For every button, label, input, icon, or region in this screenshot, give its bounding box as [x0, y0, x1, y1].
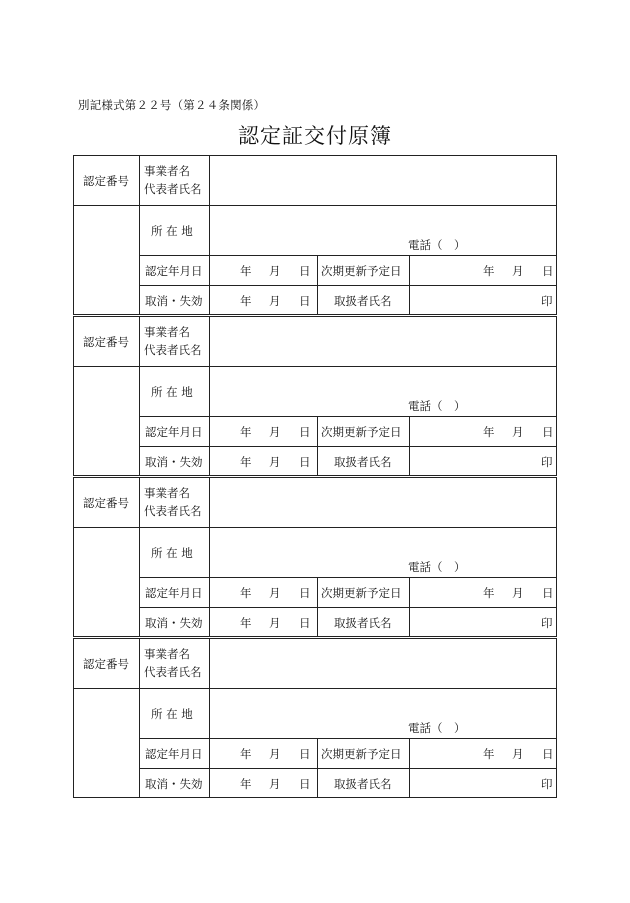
column-divider	[209, 156, 210, 314]
location-field[interactable]	[214, 695, 554, 715]
phone-label: 電話（ ）	[408, 399, 466, 413]
day-unit: 日	[542, 425, 554, 439]
registry-record	[73, 477, 557, 637]
year-unit: 年	[240, 616, 252, 630]
business-name-label: 事業者名	[144, 325, 190, 339]
year-unit: 年	[240, 747, 252, 761]
handler-label: 取扱者氏名	[334, 777, 392, 791]
seal-mark: 印	[541, 455, 553, 469]
year-unit: 年	[240, 425, 252, 439]
column-divider	[139, 317, 140, 475]
next-renewal-label: 次期更新予定日	[321, 586, 402, 600]
representative-label: 代表者氏名	[144, 182, 202, 196]
year-unit: 年	[240, 264, 252, 278]
cancellation-label: 取消・失効	[145, 455, 203, 469]
business-name-field[interactable]	[214, 168, 554, 196]
business-name-field[interactable]	[214, 651, 554, 679]
month-unit: 月	[512, 425, 524, 439]
month-unit: 月	[512, 747, 524, 761]
handler-field[interactable]	[414, 290, 534, 310]
cert-number-field[interactable]	[78, 375, 134, 465]
seal-mark: 印	[541, 777, 553, 791]
form-reference: 別記様式第２２号（第２４条関係）	[78, 98, 266, 112]
column-divider	[209, 639, 210, 797]
cert-date-label: 認定年月日	[145, 425, 203, 439]
location-label: 所 在 地	[151, 385, 193, 399]
row-divider	[139, 285, 556, 286]
registry-record	[73, 155, 557, 315]
year-unit: 年	[483, 747, 495, 761]
column-divider	[409, 577, 410, 636]
seal-mark: 印	[541, 616, 553, 630]
representative-label: 代表者氏名	[144, 343, 202, 357]
cert-number-label: 認定番号	[83, 496, 129, 510]
row-divider	[74, 205, 556, 206]
column-divider	[409, 255, 410, 314]
month-unit: 月	[269, 747, 281, 761]
day-unit: 日	[299, 294, 311, 308]
column-divider	[317, 416, 318, 475]
row-divider	[74, 688, 556, 689]
row-divider	[139, 255, 556, 256]
month-unit: 月	[269, 777, 281, 791]
day-unit: 日	[542, 586, 554, 600]
representative-label: 代表者氏名	[144, 504, 202, 518]
business-name-label: 事業者名	[144, 486, 190, 500]
year-unit: 年	[240, 455, 252, 469]
next-renewal-label: 次期更新予定日	[321, 264, 402, 278]
phone-label: 電話（ ）	[408, 721, 466, 735]
month-unit: 月	[269, 616, 281, 630]
registry-record	[73, 638, 557, 798]
cert-number-field[interactable]	[78, 697, 134, 787]
year-unit: 年	[240, 777, 252, 791]
month-unit: 月	[512, 586, 524, 600]
row-divider	[139, 446, 556, 447]
cert-number-field[interactable]	[78, 536, 134, 626]
column-divider	[139, 639, 140, 797]
registry-record	[73, 316, 557, 476]
next-renewal-label: 次期更新予定日	[321, 747, 402, 761]
cancellation-label: 取消・失効	[145, 294, 203, 308]
location-label: 所 在 地	[151, 224, 193, 238]
handler-label: 取扱者氏名	[334, 455, 392, 469]
month-unit: 月	[269, 264, 281, 278]
day-unit: 日	[299, 425, 311, 439]
month-unit: 月	[269, 455, 281, 469]
cert-number-label: 認定番号	[83, 335, 129, 349]
cert-number-label: 認定番号	[83, 174, 129, 188]
year-unit: 年	[483, 586, 495, 600]
business-name-label: 事業者名	[144, 647, 190, 661]
day-unit: 日	[299, 264, 311, 278]
location-label: 所 在 地	[151, 707, 193, 721]
business-name-field[interactable]	[214, 329, 554, 357]
cancellation-label: 取消・失効	[145, 777, 203, 791]
column-divider	[317, 738, 318, 797]
day-unit: 日	[299, 616, 311, 630]
next-renewal-label: 次期更新予定日	[321, 425, 402, 439]
row-divider	[74, 527, 556, 528]
cert-date-label: 認定年月日	[145, 747, 203, 761]
day-unit: 日	[299, 586, 311, 600]
column-divider	[409, 738, 410, 797]
handler-label: 取扱者氏名	[334, 294, 392, 308]
phone-label: 電話（ ）	[408, 560, 466, 574]
month-unit: 月	[512, 264, 524, 278]
row-divider	[74, 366, 556, 367]
page-title: 認定証交付原簿	[238, 124, 392, 148]
business-name-field[interactable]	[214, 490, 554, 518]
column-divider	[317, 577, 318, 636]
column-divider	[209, 478, 210, 636]
representative-label: 代表者氏名	[144, 665, 202, 679]
business-name-label: 事業者名	[144, 164, 190, 178]
cancellation-label: 取消・失効	[145, 616, 203, 630]
column-divider	[139, 156, 140, 314]
column-divider	[209, 317, 210, 475]
location-label: 所 在 地	[151, 546, 193, 560]
seal-mark: 印	[541, 294, 553, 308]
handler-field[interactable]	[414, 451, 534, 471]
registry-table	[73, 155, 557, 798]
row-divider	[139, 768, 556, 769]
month-unit: 月	[269, 586, 281, 600]
row-divider	[139, 577, 556, 578]
day-unit: 日	[299, 747, 311, 761]
column-divider	[317, 255, 318, 314]
handler-field[interactable]	[414, 773, 534, 793]
year-unit: 年	[240, 294, 252, 308]
row-divider	[139, 607, 556, 608]
day-unit: 日	[542, 264, 554, 278]
cert-number-field[interactable]	[78, 214, 134, 304]
month-unit: 月	[269, 294, 281, 308]
cert-number-label: 認定番号	[83, 657, 129, 671]
location-field[interactable]	[214, 373, 554, 393]
year-unit: 年	[240, 586, 252, 600]
handler-label: 取扱者氏名	[334, 616, 392, 630]
year-unit: 年	[483, 264, 495, 278]
cert-date-label: 認定年月日	[145, 264, 203, 278]
year-unit: 年	[483, 425, 495, 439]
column-divider	[409, 416, 410, 475]
column-divider	[139, 478, 140, 636]
phone-label: 電話（ ）	[408, 238, 466, 252]
row-divider	[139, 738, 556, 739]
location-field[interactable]	[214, 534, 554, 554]
month-unit: 月	[269, 425, 281, 439]
day-unit: 日	[299, 777, 311, 791]
handler-field[interactable]	[414, 612, 534, 632]
location-field[interactable]	[214, 212, 554, 232]
day-unit: 日	[542, 747, 554, 761]
cert-date-label: 認定年月日	[145, 586, 203, 600]
row-divider	[139, 416, 556, 417]
day-unit: 日	[299, 455, 311, 469]
